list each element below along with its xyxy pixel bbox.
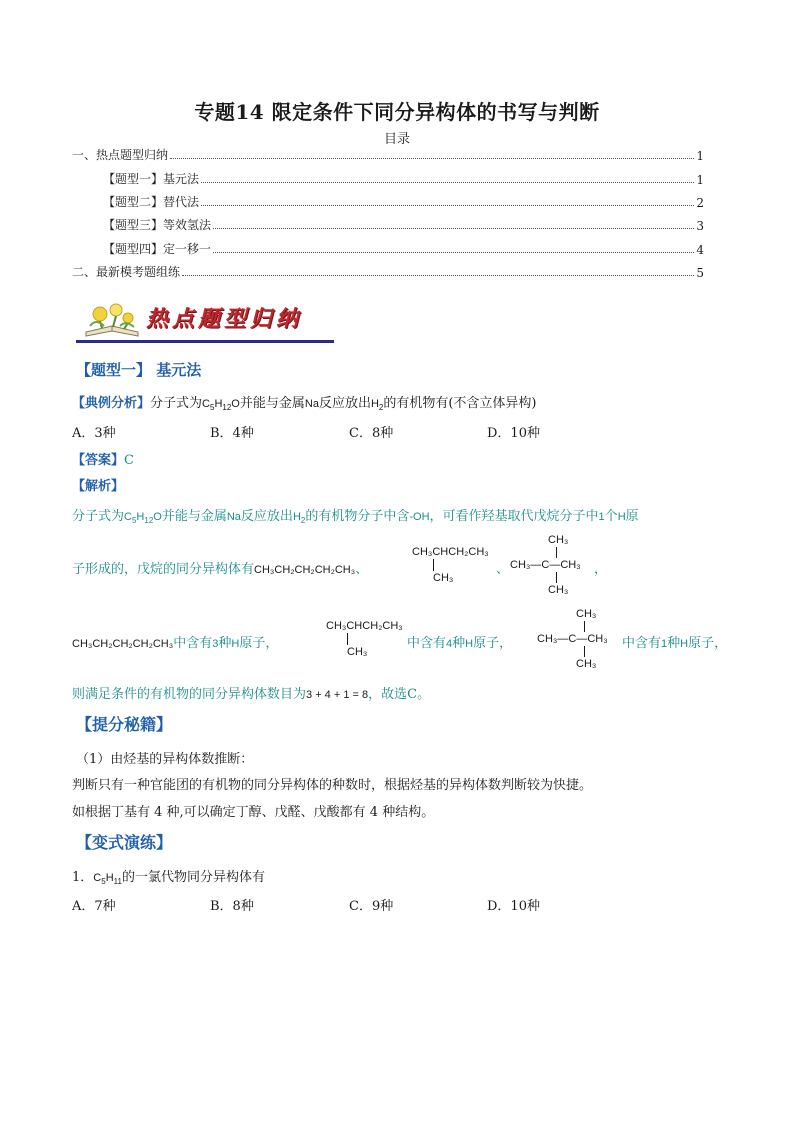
section-banner [76, 296, 334, 346]
toc-row-6[interactable] [72, 262, 704, 280]
option-d: D．10种 [487, 426, 540, 441]
option-c: C．8种 [349, 426, 394, 441]
bond-line [584, 646, 585, 657]
analysis-line-1: 分子式为$C_5H_{12}O$并能与金属Na反应放出$H_2$的有机物分子中含-OH，可看作羟基取代戊烷分子中1个H原 [72, 509, 639, 526]
practice-option-a: A．7种 [72, 899, 116, 914]
tips-line-3: 如根据丁基有 4 种,可以确定丁醇、戊醛、戊酸都有 4 种结构。 [72, 805, 435, 820]
toc-label: 【题型三】等效氢法 [103, 218, 212, 232]
example-tag: 【典例分析】 [72, 396, 151, 411]
toc-page: 1 [696, 149, 704, 163]
practice-option-c: C．9种 [349, 899, 394, 914]
neopentane-top: CH₃ [548, 534, 569, 546]
section-heading-type1: 【题型一】 基元法 [76, 361, 202, 379]
practice-heading: 【变式演练】 [76, 833, 173, 852]
isopentane-branch: CH₃ [347, 646, 368, 658]
toc-row-1[interactable] [72, 145, 704, 163]
neopentane-bottom: CH₃ [576, 658, 597, 670]
isopentane-top: CH₃CHCH₂CH₃ [412, 546, 489, 558]
answer-line [72, 449, 134, 468]
option-a: A．3种 [72, 426, 116, 441]
analysis-line-3b: 中含有4种H原子， [407, 636, 513, 651]
toc-row-5[interactable] [103, 239, 704, 257]
bond-line [556, 547, 557, 558]
bond-line [347, 633, 348, 645]
tips-line-2: 判断只有一种官能团的有机物的同分异构体的种数时，根据烃基的异构体数判断较为快捷。 [72, 778, 593, 793]
toc-row-2[interactable] [103, 169, 704, 187]
neopentane-mid: CH₃—C—CH₃ [537, 633, 608, 645]
banner-underline [76, 340, 334, 343]
practice-option-b: B．8种 [210, 899, 254, 914]
analysis-conclusion: 则满足条件的有机物的同分异构体数目为3 + 4 + 1 = 8，故选C。 [72, 687, 431, 702]
toc-label: 一、热点题型归纳 [72, 148, 169, 162]
bond-line [556, 572, 557, 583]
banner-text: 热点题型归纳 [146, 306, 303, 332]
practice-question-1: 1．$C_5H_{11}$的一氯代物同分异构体有 [72, 870, 265, 887]
toc-row-3[interactable] [103, 192, 704, 210]
toc-page: 5 [696, 266, 704, 280]
toc-label: 【题型一】基元法 [103, 172, 200, 186]
analysis-line-3a: CH₃CH₂CH₂CH₂CH₃中含有3种H原子， [72, 636, 279, 651]
toc-row-4[interactable] [103, 215, 704, 233]
analysis-line-3c: 中含有1种H原子， [622, 636, 728, 651]
toc-label: 二、最新模考题组练 [72, 265, 181, 279]
neopentane-bottom: CH₃ [548, 584, 569, 596]
page-title: 专题14 限定条件下同分异构体的书写与判断 [194, 100, 600, 124]
toc-page: 4 [696, 243, 704, 257]
bond-line [584, 621, 585, 632]
toc-label: 【题型二】替代法 [103, 195, 200, 209]
toc-page: 3 [696, 219, 704, 233]
example-question: 【典例分析】分子式为$C_5H_{12}O$并能与金属Na反应放出$H_2$的有机物有(不含立体异构) [72, 396, 537, 413]
toc-heading: 目录 [383, 132, 410, 147]
practice-option-d: D．10种 [487, 899, 540, 914]
toc-page: 1 [696, 173, 704, 187]
pentane-formula: CH₃CH₂CH₂CH₂CH₃ [254, 564, 356, 576]
isopentane-top: CH₃CHCH₂CH₃ [326, 620, 403, 632]
tips-heading: 【提分秘籍】 [76, 715, 173, 734]
neopentane-top: CH₃ [576, 608, 597, 620]
answer-value: C [124, 453, 134, 468]
analysis-tag: 【解析】 [72, 479, 125, 494]
option-b: B．4种 [210, 426, 254, 441]
bond-line [433, 559, 434, 571]
toc-page: 2 [696, 196, 704, 210]
analysis-line-2: 子形成的，戊烷的同分异构体有CH₃CH₂CH₂CH₂CH₃、 [72, 562, 369, 577]
answer-tag: 【答案】 [72, 453, 125, 468]
toc-label: 【题型四】定一移一 [103, 242, 212, 256]
tips-line-1: （1）由烃基的异构体数推断： [76, 752, 254, 767]
book-flower-icon [80, 298, 144, 340]
neopentane-mid: CH₃—C—CH₃ [510, 559, 581, 571]
isopentane-branch: CH₃ [433, 572, 454, 584]
